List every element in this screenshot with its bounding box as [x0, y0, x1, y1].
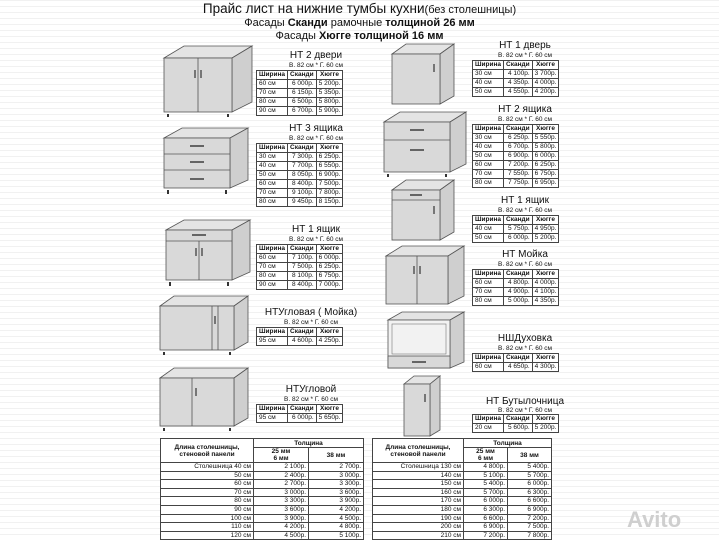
table-row: 60 см 8 400р. 7 500р.	[257, 180, 343, 189]
table-row: 70 см 7 500р. 6 250р.	[257, 263, 343, 272]
product-dims: В. 82 см * Г. 60 см	[498, 207, 552, 214]
table-row: 95 см 6 000р. 5 650р.	[257, 414, 343, 423]
table-row: 70 см 4 900р. 4 100р.	[473, 288, 559, 297]
cabinet-2-drawers-image	[380, 108, 470, 178]
table-row: 160 см 5 700р. 6 300р.	[373, 488, 552, 497]
table-row: 50 см 6 000р. 5 200р.	[473, 234, 559, 243]
table-row: 170 см 6 000р. 6 600р.	[373, 497, 552, 506]
product-title: НТ 1 дверь	[499, 40, 551, 51]
table-row: 40 см 5 750р. 4 950р.	[473, 225, 559, 234]
table-row: 140 см 5 100р. 5 700р.	[373, 471, 552, 480]
table-row: 70 см 3 000р. 3 600р.	[161, 488, 364, 497]
cabinet-1-door-image	[388, 40, 458, 108]
cabinet-1-drawer-image	[388, 176, 458, 246]
table-row: 40 см 4 350р. 4 000р.	[473, 79, 559, 88]
price-table-sink: Ширина Сканди Хюгге 60 см 4 800р. 4 000р. 70 см 4 900р. 4 100р. 80 см 5 000р. 4 350р.	[472, 269, 559, 306]
price-table-nt-2-doors: Ширина Сканди Хюгге 60 см 6 000р. 5 200р. 70 см 6 150р. 5 350р. 80 см 6 500р. 5 800р. 90 см 6 700р. 5 900р.	[256, 70, 343, 116]
table-row: 60 см 4 800р. 4 000р.	[473, 279, 559, 288]
product-dims: В. 82 см * Г. 60 см	[498, 261, 552, 268]
table-row: 60 см 2 700р. 3 300р.	[161, 480, 364, 489]
product-title: НТУгловой	[285, 384, 337, 395]
corner-sink-cabinet-image	[156, 292, 252, 356]
table-row: 110 см 4 200р. 4 800р.	[161, 523, 364, 532]
table-row: 60 см 7 200р. 6 250р.	[473, 161, 559, 170]
table-row: 150 см 5 400р. 6 000р.	[373, 480, 552, 489]
table-row: 30 см 7 300р. 6 250р.	[257, 153, 343, 162]
product-dims: В. 82 см * Г. 60 см	[498, 407, 552, 414]
cabinet-2-doors-image	[160, 42, 256, 118]
product-dims: В. 82 см * Г. 60 см	[284, 319, 338, 326]
price-table-nt-1-drawer-left: Ширина Сканди Хюгге 60 см 7 100р. 6 000р. 70 см 7 500р. 6 250р. 80 см 8 100р. 6 750р. 90 см 8 400р. 7 000р.	[256, 244, 343, 290]
bottle-rack-cabinet-image	[400, 372, 444, 440]
table-row: 30 см 6 250р. 5 550р.	[473, 134, 559, 143]
page-title: Прайс лист на нижние тумбы кухни(без столешницы)	[202, 1, 517, 16]
table-row: 180 см 6 300р. 6 900р.	[373, 505, 552, 514]
product-title: НТ 3 ящика	[289, 123, 343, 134]
countertop-table-left: Длина столешницы, стеновой панели Толщина 25 мм 6 мм 38 мм Столешница 40 см 2 100р. 2 700р. 50 см 2 400р. 3 000р. 60 см 2 700р. 3 300р. 70 см 3 000р. 3 600р. 80 см 3 300р. 3 900р. 90 см 3 600р. 4 200р. 100 см 3 900р. 4 500р. 110 см 4 200р. 4 800р. 120 см 4 500р. 5 100р.	[160, 438, 364, 540]
product-dims: В. 82 см * Г. 60 см	[498, 116, 552, 123]
table-row: 80 см 6 500р. 5 800р.	[257, 98, 343, 107]
table-row: 190 см 6 600р. 7 200р.	[373, 514, 552, 523]
table-row: 200 см 6 900р. 7 500р.	[373, 523, 552, 532]
product-title: НТ 2 ящика	[498, 104, 552, 115]
table-row: Столешница 130 см 4 800р. 5 400р.	[373, 463, 552, 472]
table-row: 210 см 7 200р. 7 800р.	[373, 531, 552, 540]
oven-cabinet-image	[384, 308, 468, 372]
table-row: 60 см 7 100р. 6 000р.	[257, 254, 343, 263]
price-table-oven: Ширина Сканди Хюгге 60 см 4 650р. 4 300р.	[472, 353, 559, 372]
cabinet-3-drawers-image	[160, 124, 252, 196]
price-table-nt-2-drawers: Ширина Сканди Хюгге 30 см 6 250р. 5 550р. 40 см 6 700р. 5 800р. 50 см 6 900р. 6 000р. 60 см 7 200р. 6 250р. 70 см 7 550р. 6 750р. 80 см 7 750р. 6 950р.	[472, 124, 559, 188]
product-dims: В. 82 см * Г. 60 см	[498, 345, 552, 352]
table-row: 120 см 4 500р. 5 100р.	[161, 531, 364, 540]
subtitle-hygge: Фасады Хюгге толщиной 16 мм	[275, 30, 444, 42]
table-row: 50 см 8 050р. 6 900р.	[257, 171, 343, 180]
table-row: 95 см 4 600р. 4 250р.	[257, 337, 343, 346]
table-row: Столешница 40 см 2 100р. 2 700р.	[161, 463, 364, 472]
table-row: 70 см 6 150р. 5 350р.	[257, 89, 343, 98]
product-title: НТ 1 ящик	[291, 224, 341, 235]
table-row: 80 см 9 450р. 8 150р.	[257, 198, 343, 207]
subtitle-skandi: Фасады Сканди рамочные толщиной 26 мм	[244, 17, 475, 29]
table-row: 40 см 6 700р. 5 800р.	[473, 143, 559, 152]
price-table-nt-1-drawer-right: Ширина Сканди Хюгге 40 см 5 750р. 4 950р. 50 см 6 000р. 5 200р.	[472, 215, 559, 243]
product-dims: В. 82 см * Г. 60 см	[289, 135, 343, 142]
table-row: 80 см 3 300р. 3 900р.	[161, 497, 364, 506]
product-dims: В. 82 см * Г. 60 см	[289, 236, 343, 243]
table-row: 40 см 7 700р. 6 550р.	[257, 162, 343, 171]
table-row: 70 см 9 100р. 7 800р.	[257, 189, 343, 198]
table-row: 80 см 7 750р. 6 950р.	[473, 179, 559, 188]
table-row: 60 см 6 000р. 5 200р.	[257, 80, 343, 89]
product-title: НТ 2 двери	[289, 50, 343, 61]
product-dims: В. 82 см * Г. 60 см	[498, 52, 552, 59]
cabinet-1-drawer-2-doors-image	[162, 216, 254, 288]
table-row: 20 см 5 600р. 5 200р.	[473, 424, 559, 433]
product-dims: В. 82 см * Г. 60 см	[284, 396, 338, 403]
table-row: 90 см 6 700р. 5 900р.	[257, 107, 343, 116]
price-table-bottle-rack: Ширина Сканди Хюгге 20 см 5 600р. 5 200р.	[472, 414, 559, 433]
table-row: 60 см 4 650р. 4 300р.	[473, 363, 559, 372]
product-dims: В. 82 см * Г. 60 см	[289, 62, 343, 69]
avito-watermark: Avito	[627, 507, 682, 532]
price-table-nt-1-door: Ширина Сканди Хюгге 30 см 4 100р. 3 700р. 40 см 4 350р. 4 000р. 50 см 4 550р. 4 200р.	[472, 60, 559, 97]
table-row: 80 см 5 000р. 4 350р.	[473, 297, 559, 306]
table-row: 50 см 6 900р. 6 000р.	[473, 152, 559, 161]
table-row: 90 см 8 400р. 7 000р.	[257, 281, 343, 290]
price-table-corner: Ширина Сканди Хюгге 95 см 6 000р. 5 650р.	[256, 404, 343, 423]
table-row: 80 см 8 100р. 6 750р.	[257, 272, 343, 281]
product-title: НТ 1 ящик	[500, 195, 550, 206]
corner-cabinet-image	[156, 364, 252, 432]
table-row: 30 см 4 100р. 3 700р.	[473, 70, 559, 79]
table-row: 90 см 3 600р. 4 200р.	[161, 505, 364, 514]
table-row: 50 см 4 550р. 4 200р.	[473, 88, 559, 97]
price-table-corner-sink: Ширина Сканди Хюгге 95 см 4 600р. 4 250р.	[256, 327, 343, 346]
table-row: 50 см 2 400р. 3 000р.	[161, 471, 364, 480]
product-title: НТ Бутылочница	[485, 396, 565, 407]
product-title: НТ Мойка	[502, 249, 548, 260]
sink-cabinet-image	[382, 242, 468, 308]
table-row: 70 см 7 550р. 6 750р.	[473, 170, 559, 179]
price-table-nt-3-drawers: Ширина Сканди Хюгге 30 см 7 300р. 6 250р. 40 см 7 700р. 6 550р. 50 см 8 050р. 6 900р. 60 см 8 400р. 7 500р. 70 см 9 100р. 7 800р. 80 см 9 450р. 8 150р.	[256, 143, 343, 207]
product-title: НШДуховка	[497, 333, 553, 344]
table-row: 100 см 3 900р. 4 500р.	[161, 514, 364, 523]
product-title: НТУгловая ( Мойка)	[264, 307, 358, 318]
countertop-table-right: Длина столешницы, стеновой панели Толщина 25 мм 6 мм 38 мм Столешница 130 см 4 800р. 5 400р. 140 см 5 100р. 5 700р. 150 см 5 400р. 6 000р. 160 см 5 700р. 6 300р. 170 см 6 000р. 6 600р. 180 см 6 300р. 6 900р. 190 см 6 600р. 7 200р. 200 см 6 900р. 7 500р. 210 см 7 200р. 7 800р.	[372, 438, 552, 540]
